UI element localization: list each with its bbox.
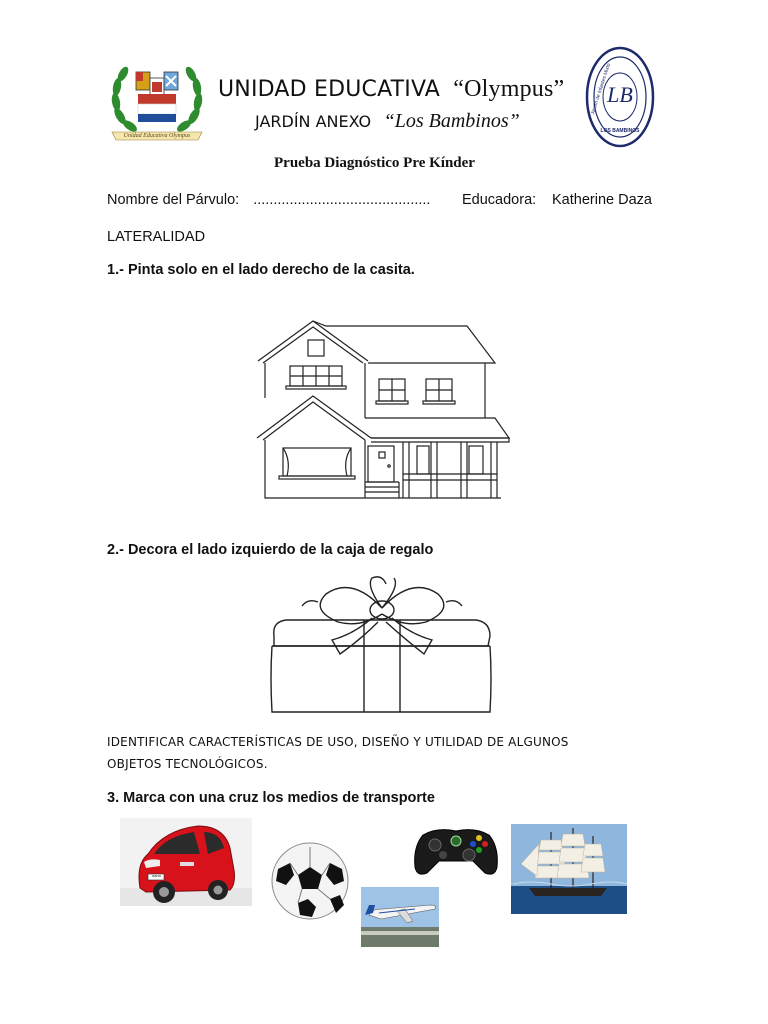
school-name [218,76,564,103]
educator-label: Educadora: [462,192,537,208]
student-info-row [107,192,667,208]
right-logo-monogram: LB [607,82,633,107]
car-plate-text: nano [152,873,161,878]
student-label: Nombre del Párvulo: [107,192,240,208]
right-logo-text: Jardín de Infantes Mixto [589,62,613,116]
annex-label: JARDÍN ANEXO [255,112,372,131]
question-3: 3. Marca con una cruz los medios de transporte [107,790,435,806]
educator-name: Katherine Daza [552,192,652,208]
airplane-photo[interactable] [361,887,439,947]
house-drawing [255,318,511,500]
annex-name: “Los Bambinos” [383,110,520,132]
section-tech: IDENTIFICAR CARACTERÍSTICAS DE USO, DISEÑO Y UTILIDAD DE ALGUNOS OBJETOS TECNOLÓGICOS. [107,735,569,771]
annex-line [255,110,520,133]
sailing-ship-photo[interactable] [511,824,627,914]
right-logo-bottom: LOS BAMBINOS [600,128,640,134]
gift-box-drawing [268,574,494,716]
left-logo-motto: Unidad Educativa Olympus [123,133,191,139]
school-name-text: UNIDAD EDUCATIVA [218,77,441,102]
school-logo-right [585,46,655,148]
school-brand: “Olympus” [453,76,565,102]
car-photo[interactable] [120,818,252,906]
test-title: Prueba Diagnóstico Pre Kínder [274,155,475,171]
game-controller-photo[interactable] [413,825,499,877]
student-name-blank[interactable]: ............................................ [253,192,431,208]
question-1: 1.- Pinta solo en el lado derecho de la casita. [107,262,415,278]
school-logo-left [108,54,206,144]
question-2: 2.- Decora el lado izquierdo de la caja de regalo [107,542,434,558]
section-laterality: LATERALIDAD [107,229,206,245]
soccer-ball-photo[interactable] [268,841,352,921]
